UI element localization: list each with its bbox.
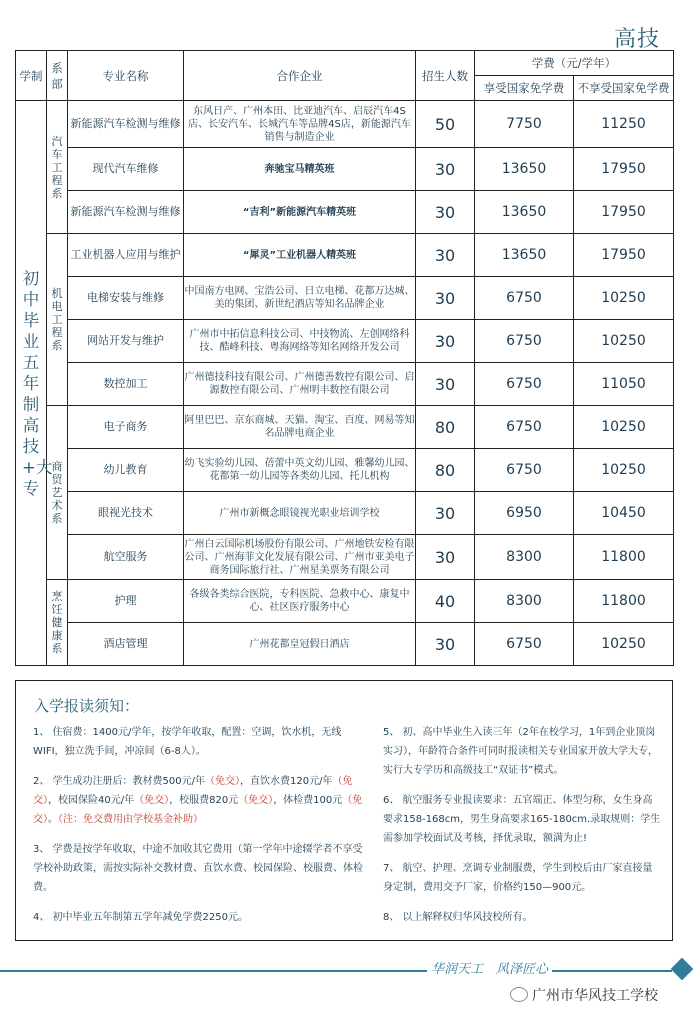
enroll-cell: 40 (416, 580, 475, 623)
enroll-cell: 80 (416, 449, 475, 492)
header-edu: 学制 (16, 51, 47, 101)
fee-nofree-cell: 11800 (574, 580, 674, 623)
school-brand (510, 985, 658, 1005)
major-cell: 电子商务 (68, 406, 184, 449)
fee-free-cell: 6750 (475, 363, 574, 406)
enroll-cell: 30 (416, 148, 475, 191)
fee-nofree-cell: 11050 (574, 363, 674, 406)
notice-text: 。 (48, 814, 58, 825)
major-cell: 眼视光技术 (68, 492, 184, 535)
dept-auto-text: 汽车工程系 (51, 134, 63, 200)
major-cell: 网站开发与维护 (68, 320, 184, 363)
header-fee-nofree: 不享受国家免学费 (574, 76, 674, 101)
table-row (16, 623, 674, 666)
wechat-icon (510, 987, 528, 1002)
edu-system-cell (16, 101, 53, 666)
company-cell: 广州市新概念眼镜视光职业培训学校 (184, 492, 416, 535)
dept-trade (47, 406, 68, 580)
company-cell: 中国南方电网、宝浩公司、日立电梯、花都万达城、美的集团、新世纪酒店等知名品牌企业 (184, 277, 416, 320)
major-cell: 电梯安装与维修 (68, 277, 184, 320)
notice-item-6: 6、 航空服务专业报读要求：五官端正、体型匀称，女生身高要求158-168cm，男生身高要求165-180cm.录取规则：学生需参加学校面试及考核，择优录取，额满为止! (383, 795, 661, 844)
enroll-cell: 30 (416, 191, 475, 234)
enroll-cell: 30 (416, 535, 475, 580)
enroll-cell: 50 (416, 101, 475, 148)
notice-text: ，直饮水费120元/年 (240, 776, 333, 787)
table-row (16, 449, 674, 492)
header-major: 专业名称 (68, 51, 184, 101)
notice-left-column (33, 723, 368, 938)
table-row (16, 535, 674, 580)
company-cell: 广州市中拓信息科技公司、中技物流、左创网络科技、酷峰科技、粤海网络等知名网络开发公司 (184, 320, 416, 363)
notice-exempt: （免交） (33, 776, 353, 806)
table-row (16, 234, 674, 277)
fee-free-cell: 7750 (475, 101, 574, 148)
notice-title: 入学报读须知： (34, 697, 140, 715)
fee-free-cell: 13650 (475, 191, 574, 234)
fee-nofree-cell: 10250 (574, 449, 674, 492)
fee-free-cell: 6750 (475, 277, 574, 320)
table-row (16, 363, 674, 406)
fee-nofree-cell: 10450 (574, 492, 674, 535)
enroll-cell: 30 (416, 234, 475, 277)
company-cell: 广州德技科技有限公司、广州德善数控有限公司、启源数控有限公司、广州明丰数控有限公司 (184, 363, 416, 406)
major-cell: 幼儿教育 (68, 449, 184, 492)
major-cell: 数控加工 (68, 363, 184, 406)
notice-item-5: 5、 初、高中毕业生入读三年（2年在校学习，1年到企业顶岗实习），年龄符合条件可同时报读相关专业国家开放大学大专，实行大专学历和高级技工“双证书”模式。 (383, 727, 658, 776)
fee-free-cell: 13650 (475, 234, 574, 277)
notice-item-7: 7、 航空、护理、烹调专业制服费，学生到校后由厂家直接量身定制，费用交予厂家，价格约150—900元。 (383, 863, 653, 893)
enroll-cell: 30 (416, 277, 475, 320)
header-fee: 学费（元/学年） (475, 51, 674, 76)
school-motto: 华润天工 风泽匠心 (427, 958, 552, 977)
company-cell: “犀灵”工业机器人精英班 (184, 234, 416, 277)
fee-nofree-cell: 10250 (574, 320, 674, 363)
notice-right-column (383, 723, 661, 938)
notice-item-4: 4、 初中毕业五年制第五学年减免学费2250元。 (33, 912, 248, 923)
notice-exempt: （免交） (238, 795, 274, 806)
fee-nofree-cell: 11800 (574, 535, 674, 580)
company-cell: 东风日产、广州本田、比亚迪汽车、启辰汽车4S店、长安汽车、长城汽车等品牌4S店，新能源汽车销售与制造企业 (184, 101, 416, 148)
company-cell: 广州花都皇冠假日酒店 (184, 623, 416, 666)
fee-free-cell: 6750 (475, 449, 574, 492)
enroll-cell: 30 (416, 320, 475, 363)
admission-notice (15, 680, 673, 941)
fee-nofree-cell: 10250 (574, 277, 674, 320)
diamond-icon (671, 958, 694, 981)
notice-exempt-note: （注：免交费用由学校基金补助） (58, 814, 203, 825)
major-cell: 酒店管理 (68, 623, 184, 666)
company-cell: 幼飞实验幼儿园、蓓蕾中英文幼儿园、雅馨幼儿园、花都第一幼儿园等各类幼儿园、托儿机构 (184, 449, 416, 492)
company-cell: 各级各类综合医院，专科医院、急救中心、康复中心、社区医疗服务中心 (184, 580, 416, 623)
major-cell: 护理 (68, 580, 184, 623)
notice-text: ，校园保险40元/年 (48, 795, 135, 806)
table-row (16, 277, 674, 320)
fee-free-cell: 6750 (475, 623, 574, 666)
notice-item-2 (33, 772, 368, 829)
company-cell: 奔驰宝马精英班 (184, 148, 416, 191)
notice-exempt: （免交） (134, 795, 170, 806)
fee-free-cell: 8300 (475, 580, 574, 623)
dept-trade-text: 商贸艺术系 (51, 460, 63, 525)
fee-free-cell: 6750 (475, 320, 574, 363)
notice-item-3: 3、 学费是按学年收取，中途不加收其它费用（第一学年中途辍学者不享受学校补助政策，需按实际补交教材费、直饮水费、校园保险、校服费、体检费。 (33, 844, 363, 893)
fee-nofree-cell: 10250 (574, 623, 674, 666)
enroll-cell: 30 (416, 363, 475, 406)
company-cell: “吉利”新能源汽车精英班 (184, 191, 416, 234)
fee-nofree-cell: 17950 (574, 234, 674, 277)
table-row (16, 148, 674, 191)
notice-exempt: （免交） (33, 795, 363, 825)
enroll-cell: 30 (416, 492, 475, 535)
notice-text: ，校服费820元 (169, 795, 239, 806)
fee-nofree-cell: 17950 (574, 191, 674, 234)
company-cell: 阿里巴巴、京东商城、天猫、淘宝、百度、网易等知名品牌电商企业 (184, 406, 416, 449)
table-row (16, 492, 674, 535)
fee-free-cell: 6750 (475, 406, 574, 449)
school-name: 广州市华风技工学校 (532, 988, 658, 1004)
table-row (16, 191, 674, 234)
dept-mech-text: 机电工程系 (51, 287, 63, 352)
dept-cooking-text: 烹饪健康系 (51, 590, 63, 655)
table-row (16, 101, 674, 148)
notice-item-1: 1、 住宿费：1400元/学年，按学年收取，配置：空调，饮水机，无线WIFI，独立洗手间，冲凉间（6-8人）。 (33, 727, 342, 757)
page-title: 高技 (613, 27, 660, 52)
major-cell: 航空服务 (68, 535, 184, 580)
major-cell: 新能源汽车检测与维修 (68, 191, 184, 234)
dept-auto (47, 101, 68, 234)
major-cell: 新能源汽车检测与维修 (68, 101, 184, 148)
notice-exempt: （免交） (205, 776, 240, 787)
edu-system-text: 初中毕业五年制高技+大专 (22, 268, 53, 498)
dept-cooking (47, 580, 68, 666)
table-row (16, 406, 674, 449)
header-companies: 合作企业 (184, 51, 416, 101)
enrollment-table (15, 50, 674, 666)
fee-free-cell: 6950 (475, 492, 574, 535)
notice-item-8: 8、 以上解释权归华风技校所有。 (383, 912, 533, 923)
fee-nofree-cell: 10250 (574, 406, 674, 449)
footer-divider (0, 970, 672, 972)
header-dept: 系部 (47, 51, 68, 101)
notice-text: ，体检费100元 (273, 795, 343, 806)
dept-mech (47, 234, 68, 406)
major-cell: 工业机器人应用与维护 (68, 234, 184, 277)
header-enroll: 招生人数 (416, 51, 475, 101)
company-cell: 广州白云国际机场股份有限公司、广州地铁安检有限公司、广州海菲文化发展有限公司、广州市亚美电子商务国际旅行社、广州星美票务有限公司 (184, 535, 416, 580)
fee-free-cell: 8300 (475, 535, 574, 580)
enroll-cell: 30 (416, 623, 475, 666)
notice-text: 2、 学生成功注册后：教材费500元/年 (33, 776, 205, 787)
fee-free-cell: 13650 (475, 148, 574, 191)
major-cell: 现代汽车维修 (68, 148, 184, 191)
enroll-cell: 80 (416, 406, 475, 449)
fee-nofree-cell: 17950 (574, 148, 674, 191)
fee-nofree-cell: 11250 (574, 101, 674, 148)
table-row (16, 580, 674, 623)
table-row (16, 320, 674, 363)
header-fee-free: 享受国家免学费 (475, 76, 574, 101)
